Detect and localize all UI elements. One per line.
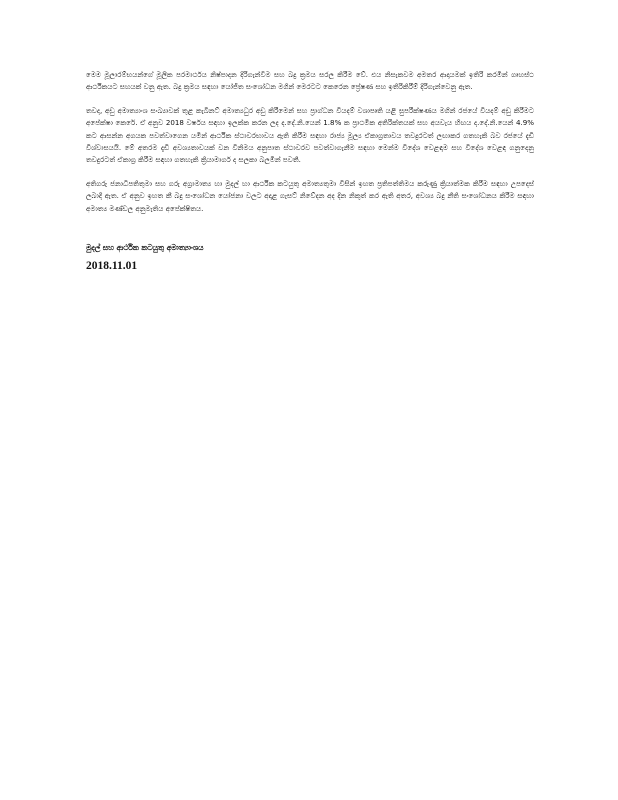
signature-block: [86, 242, 534, 273]
ministry-name: මුදල් සහ ආර්ථික කටයුතු අමාත්‍යාංශය: [86, 243, 204, 253]
paragraph-2: තවද, අඩු අමාත්‍යාංශ සංඛ්‍යාවක් තුළ කැබිනට් අමාත්‍යධුර අඩු කිරීමෙන් සහ ප්‍රාග්ධන වියදම් වශාපෘති යළි සුපරීක්ෂණය මගින් රජයේ වියදම් අඩු කිරීමට අපේක්ෂා කෙරේ. ඒ අනුව 2018 වර්ෂය සඳහා ඉලක්ක කරන ලද ද.දේ.නි.යෙන් 1.8% ක ප්‍රාථමික අතිරික්තයක් සහ අයවැය හිඟය ද.දේ.නි.යෙන් 4.9% කට ආසන්න අගයක පවත්වාගෙන යමින් ආර්ථික ස්ථාවරභාවය ඇති කිරීම සඳහා රාජ්‍ය මූල්‍ය ඒකාග්‍රතාවය තවදුරටත් ලඟාකර ගතහැකි බව රජයේ දැඩි විශ්වාසයයි. මේ අතරම දැඩි අවශ්‍යතාවයක් වන විනිමය අනුපාත ස්ථාවරව පවත්වාගැනීම සඳහා මෙන්ම විදේශ වෙළඳාම සහ විදේශ වෙළඳ ගනුදෙනු තවදුරටත් ඒකාග්‍ර කිරීම සඳහා ගතහැකි ක්‍රියාමාර්ග ද සලකා බලමින් පවතී.: [86, 105, 534, 165]
paragraph-3: අතිගරු ජනාධිපතිතුමා සහ ගරු අග්‍රාමාත්‍ය හා මුදල් හා ආර්ථික කටයුතු අමාත්‍යතුමා විසින් ඉහත ප්‍රතිපත්තිමය කරුණු ක්‍රියාත්මක කිරීම සඳහා උපදෙස් ලබාදී ඇත. ඒ අනුව ඉහත කී බදු සංශෝධන යෝජනා වලට අදාළ ගැසට් නිවේදන අද දින නිකුත් කර ඇති අතර, අවශ්‍ය බදු නීති සංශෝධනය කිරීම සඳහා අමාත්‍ය මණ්ඩල අනුමැතිය අපේක්ෂිතය.: [86, 178, 534, 213]
document-date: 2018.11.01: [86, 260, 138, 273]
paragraph-1: මෙම මූලාරම්භයන්ගේ මූලික පරමාර්ථය නිෂ්පාදන දිරිගැන්වීම සහ බදු ක්‍රමය සරල කිරීම වේ. එය නිසැකවම අමතර ආදායමක් ඉතිරි කරමින් ගෘහස්ථ ආර්ථිකයට සහයක් වනු ඇත. බදු ක්‍රමය සඳහා යෝජිත සංශෝධන මගින් මෙරටට කෙරෙන ප්‍රේෂණ සහ ඉතිරිකිරීම් දිරිගැන්වෙනු ඇත.: [86, 70, 534, 92]
document-body: [86, 69, 534, 273]
